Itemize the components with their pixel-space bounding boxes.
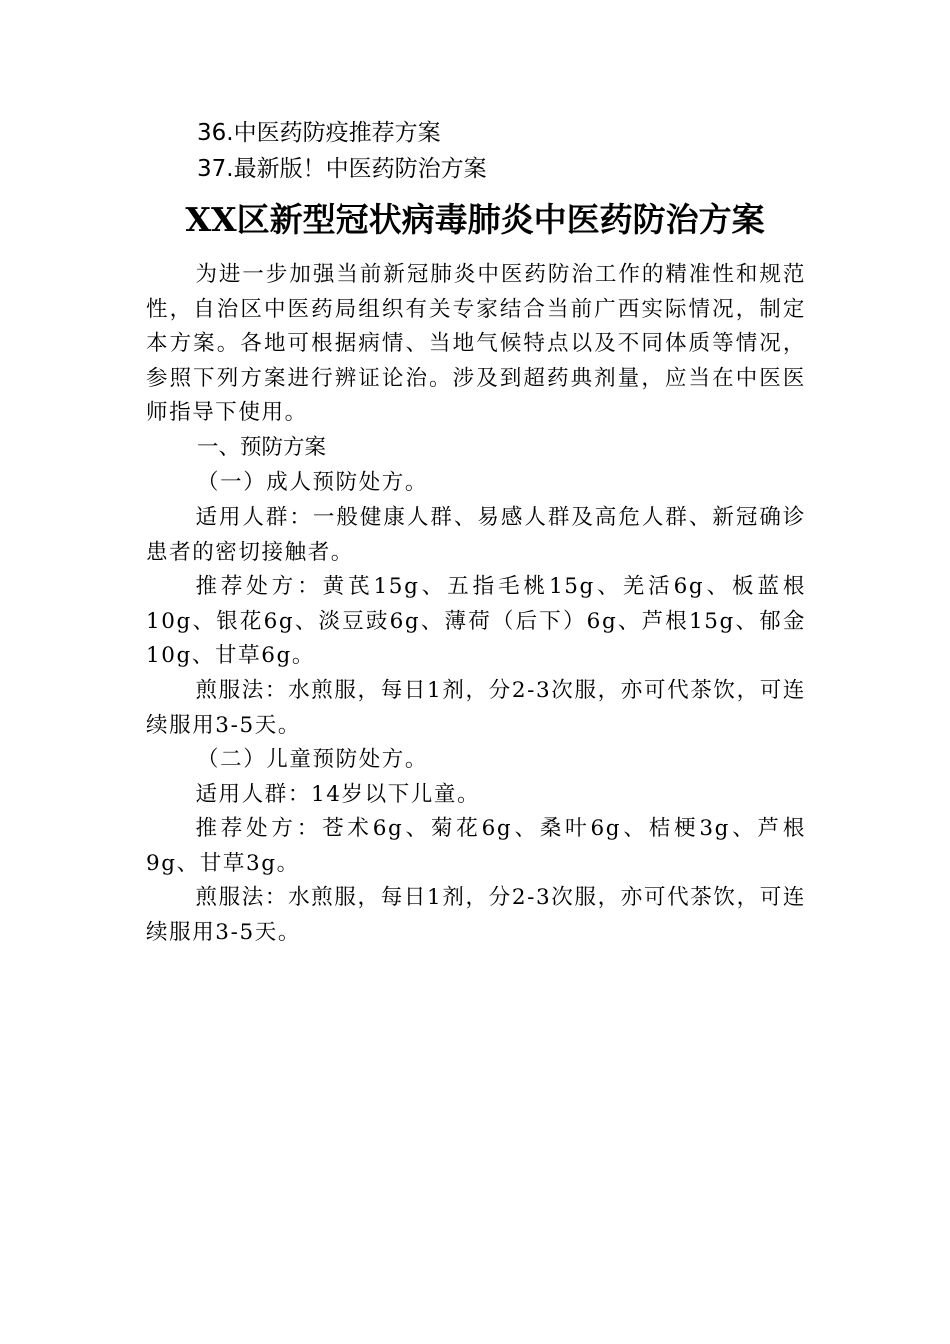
toc-item-36: 36.中医药防疫推荐方案: [197, 120, 441, 146]
document-title: XX区新型冠状病毒肺炎中医药防治方案: [185, 200, 765, 239]
intro-paragraph: 为进一步加强当前新冠肺炎中医药防治工作的精准性和规范性，自治区中医药局组织有关专家结合当前广西实际情况，制定本方案。各地可根据病情、当地气候特点以及不同体质等情况，参照下列方案进行辨证论治。涉及到超药典剂量，应当在中医医师指导下使用。: [146, 262, 806, 425]
section-heading-prevention: 一、预防方案: [197, 435, 327, 460]
adult-usage-paragraph: 煎服法：水煎服，每日1剂，分2-3次服，亦可代茶饮，可连续服用3-5天。: [146, 678, 806, 738]
adult-prescription-heading: （一）成人预防处方。: [197, 470, 429, 495]
child-usage-paragraph: 煎服法：水煎服，每日1剂，分2-3次服，亦可代茶饮，可连续服用3-5天。: [146, 885, 806, 945]
child-prescription-heading: （二）儿童预防处方。: [197, 747, 429, 772]
child-prescription-paragraph: 推荐处方：苍术6g、菊花6g、桑叶6g、桔梗3g、芦根9g、甘草3g。: [146, 816, 806, 876]
adult-prescription-paragraph: 推荐处方：黄芪15g、五指毛桃15g、羌活6g、板蓝根10g、银花6g、淡豆豉6g、薄荷（后下）6g、芦根15g、郁金10g、甘草6g。: [146, 574, 806, 668]
adult-population-paragraph: 适用人群：一般健康人群、易感人群及高危人群、新冠确诊患者的密切接触者。: [146, 505, 806, 565]
child-population-paragraph: 适用人群：14岁以下儿童。: [195, 782, 481, 807]
toc-item-37: 37.最新版！中医药防治方案: [197, 156, 487, 182]
